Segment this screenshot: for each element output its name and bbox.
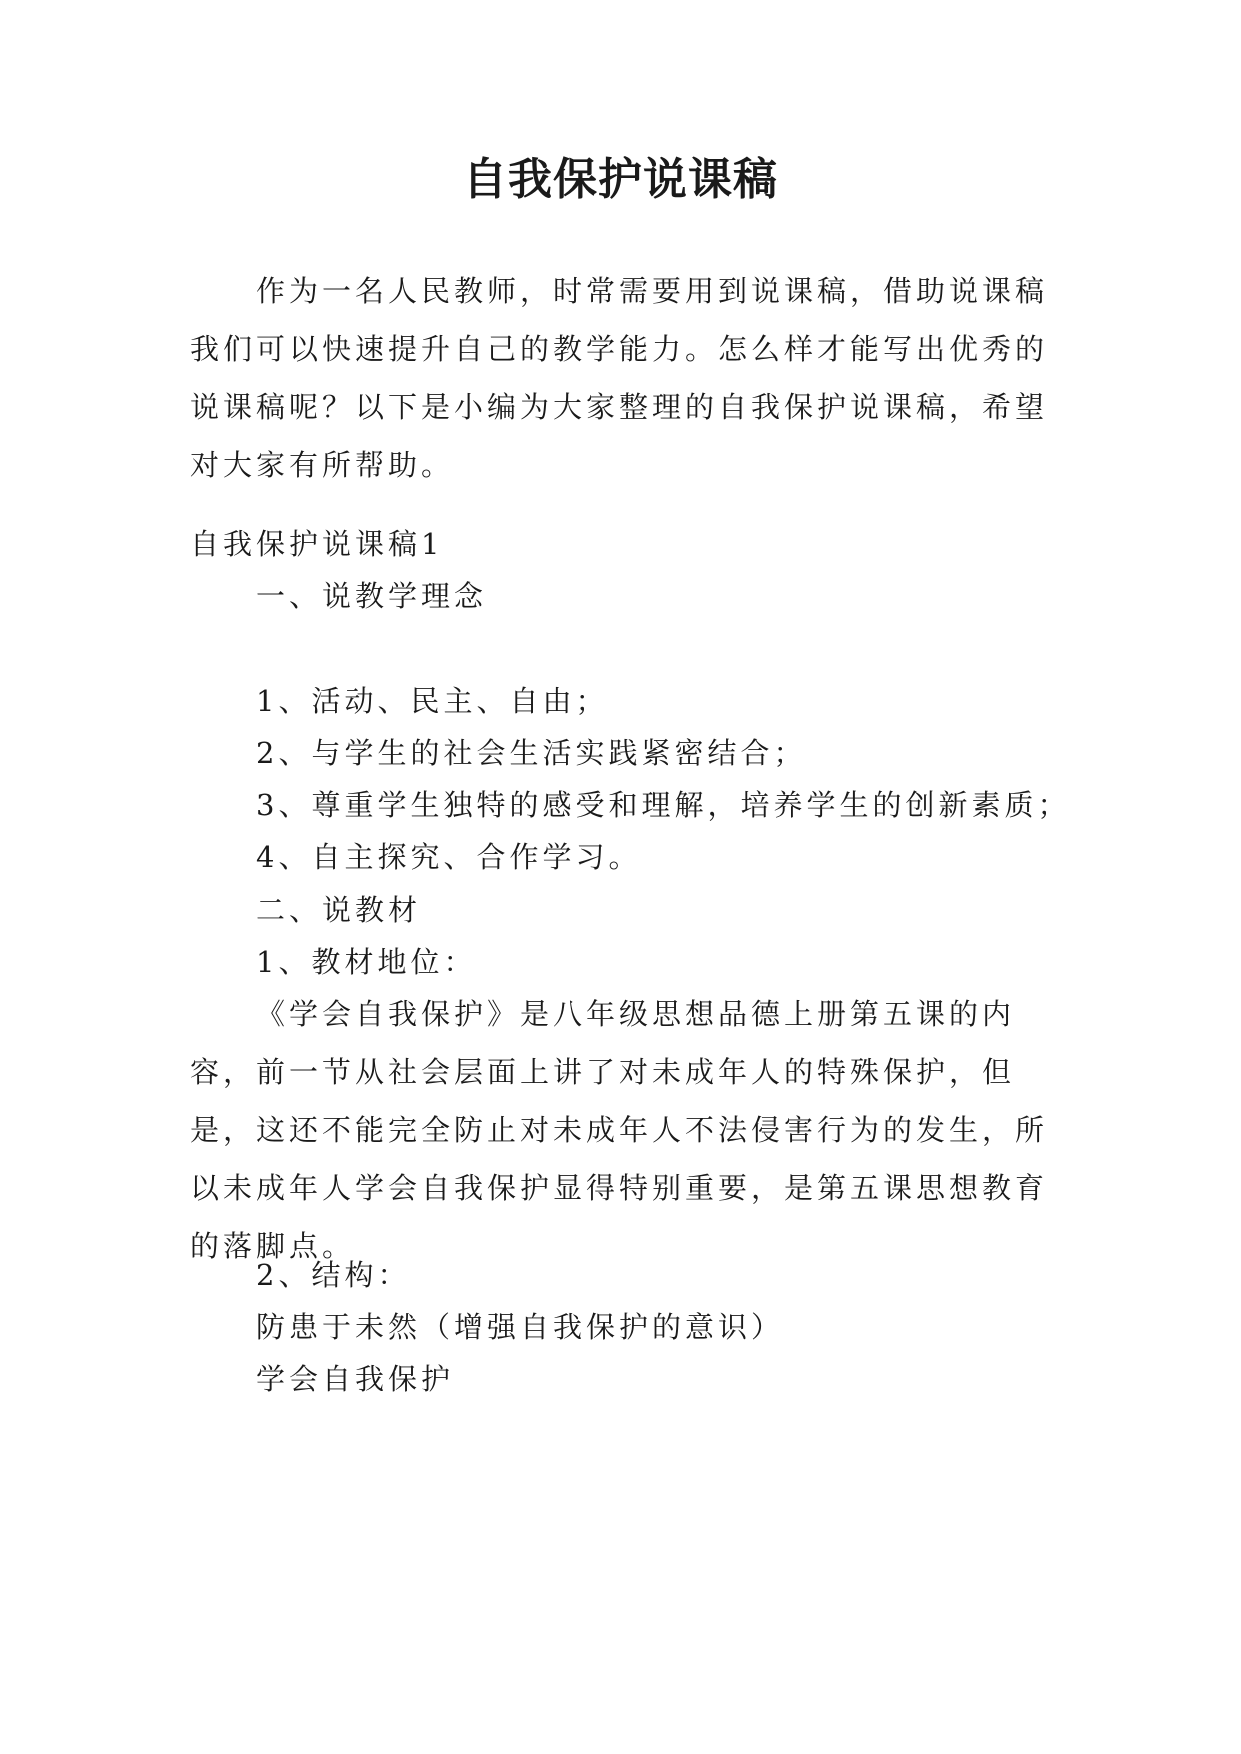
part2-subheading-2: 2、结构： — [256, 1258, 411, 1292]
list-item: 3、尊重学生独特的感受和理解，培养学生的创新素质； — [256, 788, 1071, 822]
list-item: 1、活动、民主、自由； — [256, 684, 609, 718]
section-heading: 自我保护说课稿1 — [190, 527, 444, 561]
part2-subheading-1: 1、教材地位： — [256, 945, 477, 979]
structure-line-1: 防患于未然（增强自我保护的意识） — [256, 1310, 785, 1344]
document-title: 自我保护说课稿 — [463, 154, 778, 205]
part1-heading: 一、说教学理念 — [256, 579, 488, 613]
list-item: 4、自主探究、合作学习。 — [256, 840, 642, 874]
intro-paragraph — [190, 262, 1048, 494]
intro-text: 作为一名人民教师，时常需要用到说课稿，借助说课稿我们可以快速提升自己的教学能力。怎么样才能写出优秀的说课稿呢？以下是小编为大家整理的自我保护说课稿，希望对大家有所帮助。 — [190, 274, 1049, 482]
part2-heading: 二、说教材 — [256, 893, 422, 927]
structure-line-2: 学会自我保护 — [256, 1362, 455, 1396]
list-item: 2、与学生的社会生活实践紧密结合； — [256, 736, 807, 770]
textbook-position-text: 《学会自我保护》是八年级思想品德上册第五课的内容，前一节从社会层面上讲了对未成年人的特殊保护，但是，这还不能完全防止对未成年人不法侵害行为的发生，所以未成年人学会自我保护显得特别重要，是第五课思想教育的落脚点。 — [190, 997, 1049, 1263]
textbook-position-paragraph — [190, 985, 1048, 1275]
